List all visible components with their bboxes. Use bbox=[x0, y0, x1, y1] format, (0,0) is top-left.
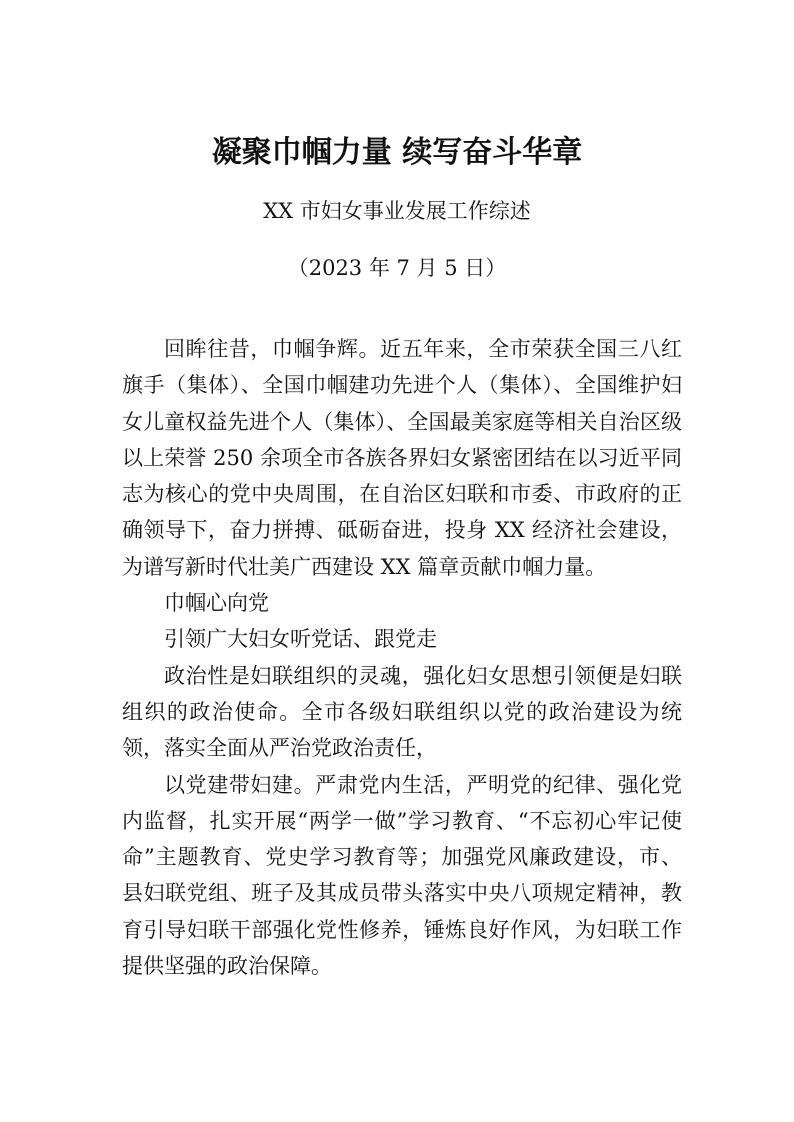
section-heading: 巾帼心向党 bbox=[164, 591, 269, 616]
body-paragraph: 政治性是妇联组织的灵魂，强化妇女思想引领便是妇联组织的政治使命。全市各级妇联组织以党的政治建设为统领，落实全面从严治党政治责任， bbox=[122, 663, 682, 761]
body-paragraph: 以党建带妇建。严肃党内生活，严明党的纪律、强化党内监督，扎实开展“两学一做”学习教育、“不忘初心牢记使命”主题教育、党史学习教育等；加强党风廉政建设，市、 县妇联党组、班子及其成员带头落实中央八项规定精神，教育引导妇联干部强化党性修养，锤炼良好作风，为妇联工作提供坚强的政治保障。 bbox=[122, 772, 682, 979]
document-body bbox=[122, 331, 682, 984]
section-subheading: 引领广大妇女听党话、跟党走 bbox=[164, 627, 437, 652]
document-date: （2023 年 7 月 5 日） bbox=[287, 256, 507, 280]
document-title: 凝聚巾帼力量 续写奋斗华章 bbox=[211, 135, 583, 170]
document-subtitle: XX 市妇女事业发展工作综述 bbox=[263, 199, 531, 223]
intro-paragraph: 回眸往昔，巾帼争辉。近五年来，全市荣获全国三八红旗手（集体）、全国巾帼建功先进个人（集体）、全国维护妇女儿童权益先进个人（集体）、全国最美家庭等相关自治区级以上荣誉 250 余项全市各族各界妇女紧密团结在以习近平同志为核心的党中央周围，在自治区妇联和市委、市政府的正确领导下，奋力拼搏、砥砺奋进，投身 XX 经济社会建设，为谱写新时代壮美广西建设 XX 篇章贡献巾帼力量。 bbox=[122, 337, 682, 579]
